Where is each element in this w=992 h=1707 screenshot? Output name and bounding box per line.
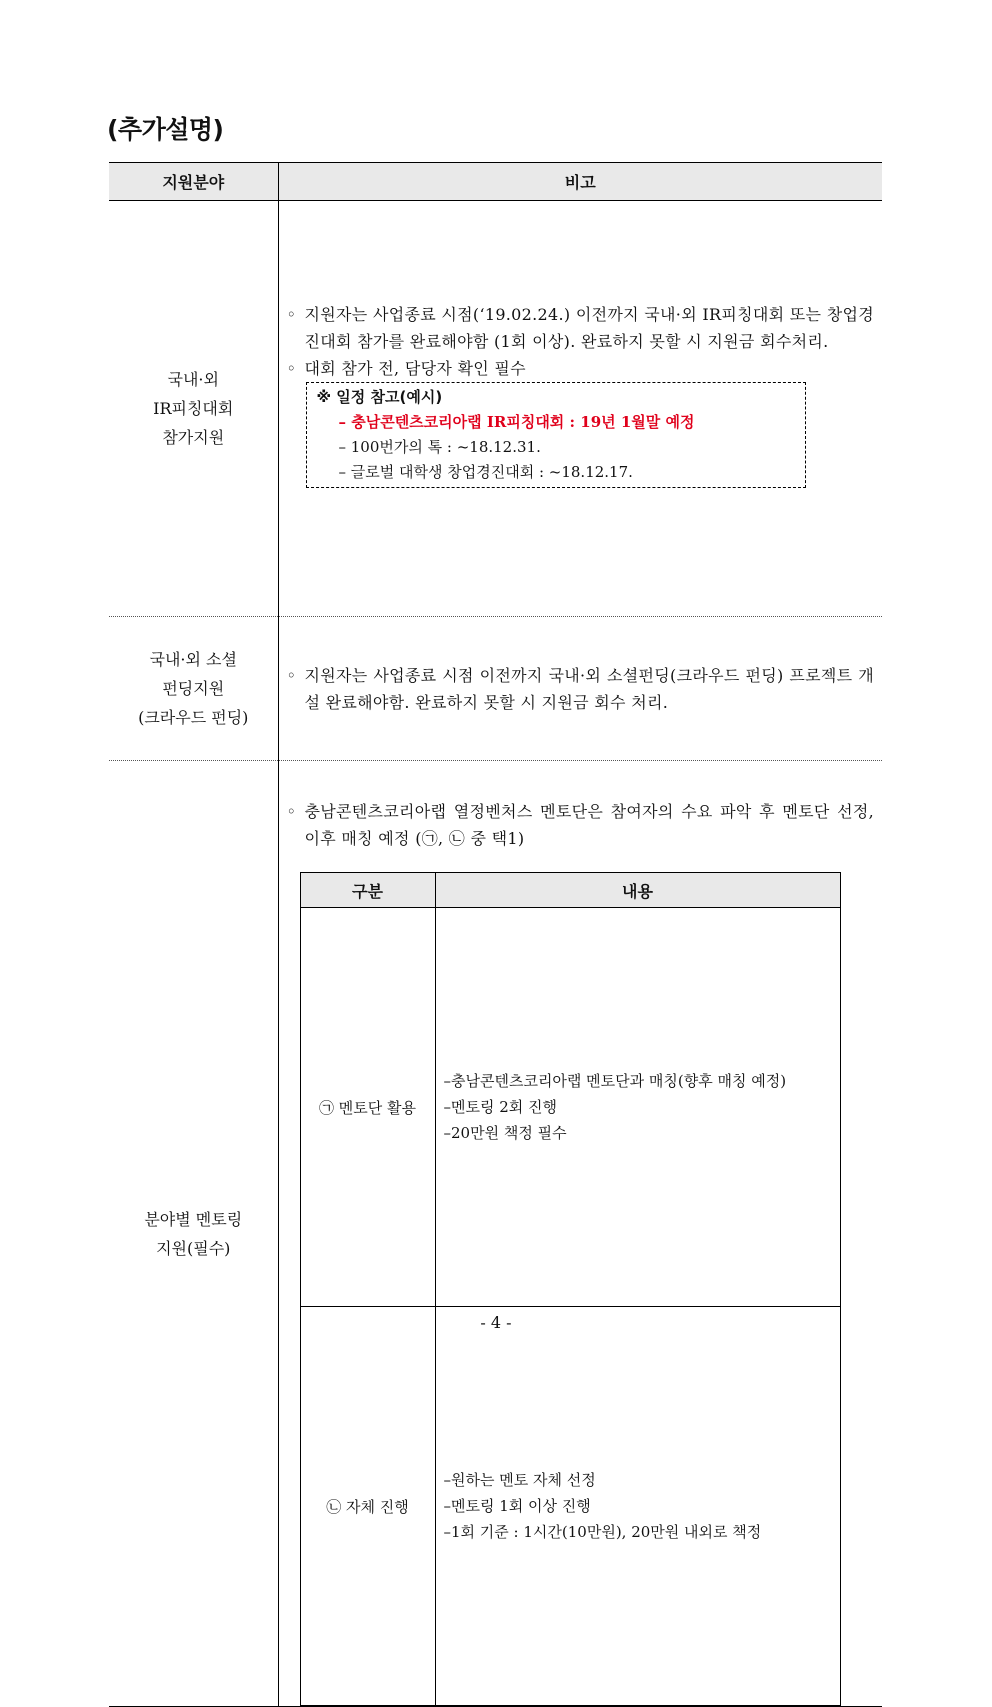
option-line: –원하는 멘토 자체 선정: [443, 1471, 596, 1489]
note-line: – 글로벌 대학생 창업경진대회 : ~18.12.17.: [338, 463, 633, 481]
bullet-mark: ◦: [286, 665, 297, 685]
bullet-mark: ◦: [286, 305, 297, 324]
label-line: 펀딩지원: [162, 679, 225, 698]
bullet-text: 지원자는 사업종료 시점 이전까지 국내·외 소셜펀딩(크라우드 펀딩) 프로젝트 개설 완료해야함. 완료하지 못할 시 지원금 회수 처리.: [304, 665, 874, 712]
note-line: – 100번가의 톡 : ~18.12.31.: [338, 438, 541, 456]
bullet-mark: ◦: [286, 802, 297, 821]
row-label: [109, 201, 278, 617]
bullet-mark: ◦: [286, 359, 297, 378]
row-label: [109, 761, 278, 1707]
page-number: - 4 -: [480, 1313, 512, 1332]
sub-table-row: [300, 1307, 840, 1706]
row-remarks: [278, 617, 882, 761]
label-line: IR피칭대회: [153, 399, 234, 418]
label-line: 국내·외: [167, 370, 219, 389]
bullet-item: [287, 355, 875, 382]
label-line: 참가지원: [162, 428, 225, 447]
header-remarks: 비고: [278, 163, 882, 201]
option-line: –멘토링 1회 이상 진행: [443, 1497, 591, 1515]
header-field: 지원분야: [109, 163, 278, 201]
bullet-text: 대회 참가 전, 담당자 확인 필수: [304, 359, 526, 378]
option-line: –충남콘텐츠코리아랩 멘토단과 매칭(향후 매칭 예정): [443, 1072, 787, 1090]
table-row: [109, 201, 882, 617]
bullet-text: 충남콘텐츠코리아랩 열정벤처스 멘토단은 참여자의 수요 파악 후 멘토단 선정, 이후 매칭 예정 (㉠, ㉡ 중 택1): [304, 802, 874, 848]
sub-header-type: 구분: [300, 873, 435, 908]
bullet-item: [287, 301, 875, 355]
option-content: [435, 908, 840, 1307]
table-row: [109, 761, 882, 1707]
label-line: 분야별 멘토링: [144, 1209, 243, 1229]
option-line: –멘토링 2회 진행: [443, 1098, 558, 1116]
page-title: (추가설명): [107, 115, 224, 144]
sub-table-row: [300, 908, 840, 1307]
schedule-note-box: [306, 382, 806, 488]
option-key: ㉠ 멘토단 활용: [300, 908, 435, 1307]
row-label: [109, 617, 278, 761]
sub-header-content: 내용: [435, 873, 840, 908]
support-table: [109, 162, 882, 1707]
option-key: ㉡ 자체 진행: [300, 1307, 435, 1706]
option-line: –20만원 책정 필수: [443, 1124, 567, 1142]
mentoring-options-table: [300, 872, 841, 1706]
label-line: 지원(필수): [156, 1238, 231, 1258]
bullet-item: [287, 662, 875, 716]
row-remarks: [278, 761, 882, 1707]
label-line: (크라우드 펀딩): [138, 708, 249, 727]
table-row: [109, 617, 882, 761]
bullet-text: 지원자는 사업종료 시점(‘19.02.24.) 이전까지 국내·외 IR피칭대회 또는 창업경진대회 참가를 완료해야함 (1회 이상). 완료하지 못할 시 지원금 회수처리.: [304, 305, 874, 351]
option-content: [435, 1307, 840, 1706]
note-title: ※ 일정 참고(예시): [316, 388, 443, 406]
note-line-highlight: – 충남콘텐츠코리아랩 IR피칭대회 : 19년 1월말 예정: [338, 413, 695, 431]
row-remarks: [278, 201, 882, 617]
label-line: 국내·외 소셜: [149, 650, 237, 669]
bullet-item: [287, 798, 875, 852]
option-line: –1회 기준 : 1시간(10만원), 20만원 내외로 책정: [443, 1523, 762, 1541]
